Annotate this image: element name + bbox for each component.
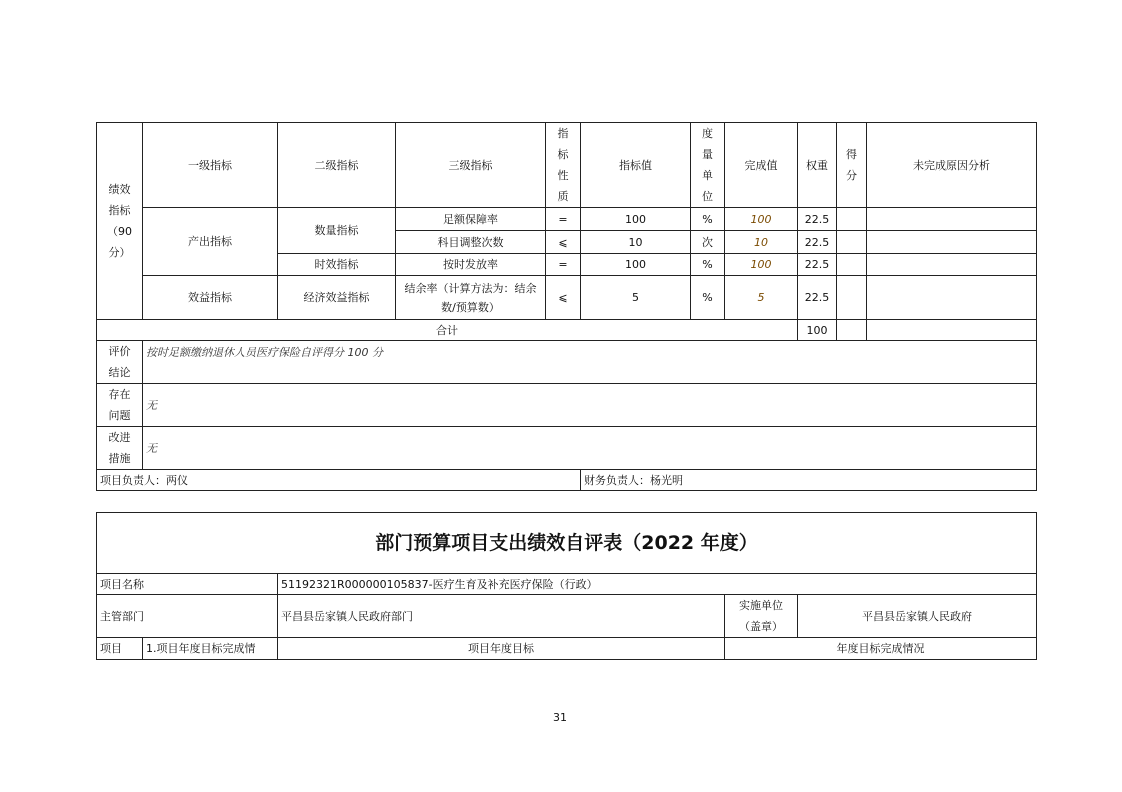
header-score: 得 分 <box>837 123 867 208</box>
level3-cell: 按时发放率 <box>396 254 546 276</box>
total-row <box>97 320 1037 341</box>
header-row <box>97 123 1037 208</box>
reason-cell <box>867 231 1037 254</box>
table-row <box>97 208 1037 231</box>
project-name-label: 项目名称 <box>97 574 278 595</box>
improvements-text: 无 <box>143 427 1037 470</box>
weight-cell: 22.5 <box>798 231 837 254</box>
dept-label: 主管部门 <box>97 595 278 638</box>
impl: 平昌县岳家镇人民政府 <box>798 595 1037 638</box>
unit-cell: % <box>691 208 725 231</box>
group-output: 产出指标 <box>143 208 278 276</box>
header-level2: 二级指标 <box>278 123 396 208</box>
reason-cell <box>867 208 1037 231</box>
page-number: 31 <box>553 711 567 724</box>
nature-cell: ⩽ <box>546 231 581 254</box>
target-cell: 10 <box>581 231 691 254</box>
actual-cell: 100 <box>725 208 798 231</box>
problems-row <box>97 384 1037 427</box>
level3-cell: 足额保障率 <box>396 208 546 231</box>
evaluation-label: 评价 结论 <box>97 341 143 384</box>
reason-cell <box>867 276 1037 320</box>
header-level1: 一级指标 <box>143 123 278 208</box>
performance-indicator-table <box>96 122 1037 491</box>
target-cell: 100 <box>581 254 691 276</box>
actual-cell: 5 <box>725 276 798 320</box>
evaluation-row <box>97 341 1037 384</box>
annual-goal-header: 项目年度目标 <box>278 638 725 660</box>
side-label: 绩效 指标 （90 分） <box>97 123 143 320</box>
reason-cell <box>867 254 1037 276</box>
nature-cell: = <box>546 208 581 231</box>
total-reason <box>867 320 1037 341</box>
header-level3: 三级指标 <box>396 123 546 208</box>
group-benefit: 效益指标 <box>143 276 278 320</box>
nature-cell: ⩽ <box>546 276 581 320</box>
problems-label: 存在 问题 <box>97 384 143 427</box>
score-cell <box>837 254 867 276</box>
signature-row <box>97 470 1037 491</box>
score-cell <box>837 276 867 320</box>
unit-cell: % <box>691 276 725 320</box>
impl-label: 实施单位 （盖章） <box>725 595 798 638</box>
header-reason: 未完成原因分析 <box>867 123 1037 208</box>
score-cell <box>837 231 867 254</box>
header-weight: 权重 <box>798 123 837 208</box>
level3-cell: 结余率（计算方法为：结余数/预算数） <box>396 276 546 320</box>
actual-cell: 100 <box>725 254 798 276</box>
completion-label: 1.项目年度目标完成情 <box>143 638 278 660</box>
score-cell <box>837 208 867 231</box>
finance-lead: 财务负责人：杨光明 <box>581 470 1037 491</box>
project-name: 51192321R000000105837-医疗生育及补充医疗保险（行政） <box>278 574 1037 595</box>
total-label: 合计 <box>97 320 798 341</box>
table-row <box>97 276 1037 320</box>
annual-completion-header: 年度目标完成情况 <box>725 638 1037 660</box>
total-score <box>837 320 867 341</box>
weight-cell: 22.5 <box>798 254 837 276</box>
header-actual: 完成值 <box>725 123 798 208</box>
self-evaluation-form <box>96 512 1037 660</box>
header-unit: 度 量 单 位 <box>691 123 725 208</box>
item-label: 项目 <box>97 638 143 660</box>
evaluation-text: 按时足额缴纳退休人员医疗保险自评得分 100 分 <box>143 341 1037 384</box>
target-cell: 100 <box>581 208 691 231</box>
nature-cell: = <box>546 254 581 276</box>
target-cell: 5 <box>581 276 691 320</box>
unit-cell: % <box>691 254 725 276</box>
group-economic: 经济效益指标 <box>278 276 396 320</box>
weight-cell: 22.5 <box>798 208 837 231</box>
header-target: 指标值 <box>581 123 691 208</box>
form-title: 部门预算项目支出绩效自评表（2022 年度） <box>97 513 1037 574</box>
improvements-label: 改进 措施 <box>97 427 143 470</box>
total-weight: 100 <box>798 320 837 341</box>
header-nature: 指 标 性 质 <box>546 123 581 208</box>
improvements-row <box>97 427 1037 470</box>
unit-cell: 次 <box>691 231 725 254</box>
problems-text: 无 <box>143 384 1037 427</box>
group-quantity: 数量指标 <box>278 208 396 254</box>
project-lead: 项目负责人：两仪 <box>97 470 581 491</box>
actual-cell: 10 <box>725 231 798 254</box>
dept: 平昌县岳家镇人民政府部门 <box>278 595 725 638</box>
weight-cell: 22.5 <box>798 276 837 320</box>
level3-cell: 科目调整次数 <box>396 231 546 254</box>
group-timeliness: 时效指标 <box>278 254 396 276</box>
